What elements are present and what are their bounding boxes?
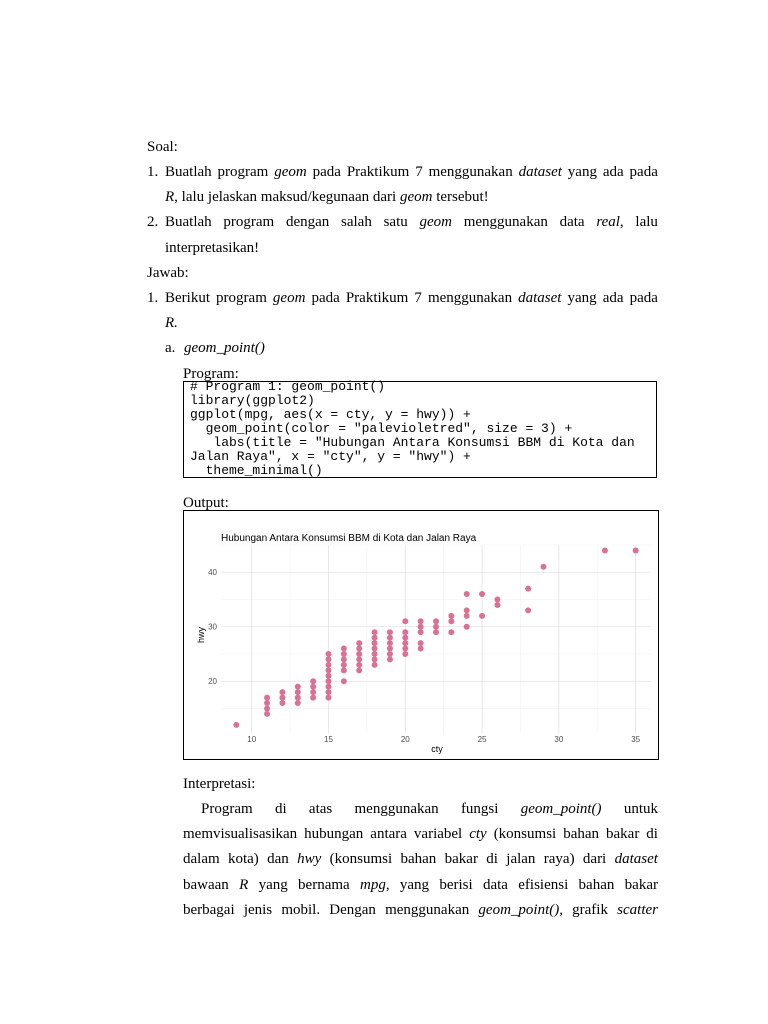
word: untuk <box>623 801 658 817</box>
word: (konsumsi <box>493 826 557 842</box>
word: menggunakan <box>463 214 548 230</box>
word: pada <box>311 290 340 306</box>
question-1-text: , lalu jelaskan maksud/kegunaan dari <box>174 189 400 205</box>
data-point <box>341 667 347 673</box>
word: raya) <box>543 851 575 867</box>
data-point <box>402 651 408 657</box>
chart-title: Hubungan Antara Konsumsi BBM di Kota dan Jalan Raya <box>221 533 477 544</box>
word: bakar <box>624 877 658 893</box>
code-line: geom_point(color = "palevioletred", size = 3) + <box>190 421 573 436</box>
word: Dengan <box>329 902 376 918</box>
data-point <box>372 629 378 635</box>
data-point <box>341 656 347 662</box>
word: yang <box>567 164 597 180</box>
data-point <box>341 646 347 652</box>
data-point <box>418 624 424 630</box>
data-point <box>372 646 378 652</box>
output-label: Output: <box>183 495 229 511</box>
word: kota) <box>227 851 259 867</box>
question-2-line-1 <box>165 213 658 231</box>
word: pada <box>629 164 658 180</box>
interpretasi-label: Interpretasi: <box>183 776 256 792</box>
data-point <box>418 618 424 624</box>
data-point <box>233 722 239 728</box>
data-point <box>448 629 454 635</box>
question-2-number: 2. <box>147 214 159 230</box>
data-point <box>279 695 285 701</box>
word: jalan <box>506 851 536 867</box>
word: efisiensi <box>518 877 569 893</box>
data-point <box>264 695 270 701</box>
r-term: R. <box>165 315 178 331</box>
data-point <box>356 651 362 657</box>
data-point <box>494 602 500 608</box>
code-line: theme_minimal() <box>190 463 323 478</box>
answer-1-number: 1. <box>147 290 159 306</box>
paragraph-line-4 <box>183 876 658 894</box>
data-point <box>356 646 362 652</box>
data-point <box>326 678 332 684</box>
data-point <box>433 629 439 635</box>
answer-1-line-1 <box>165 289 658 307</box>
data-point <box>494 596 500 602</box>
data-point <box>602 547 608 553</box>
data-point <box>326 695 332 701</box>
word: menggunakan <box>427 290 513 306</box>
data-point <box>326 667 332 673</box>
word: yang <box>567 290 597 306</box>
word: dalam <box>183 851 220 867</box>
data-point <box>341 678 347 684</box>
r-term: R <box>165 189 175 205</box>
data-point <box>372 635 378 641</box>
word: Praktikum <box>346 164 410 180</box>
word: salah <box>341 214 372 230</box>
word: di <box>646 826 658 842</box>
code-line: library(ggplot2) <box>190 393 315 408</box>
word: hwy <box>297 851 322 867</box>
word: lalu <box>635 214 658 230</box>
data-point <box>326 651 332 657</box>
paragraph-line-5 <box>183 901 658 919</box>
word: cty <box>469 826 487 842</box>
word: bawaan <box>183 877 229 893</box>
data-point <box>387 635 393 641</box>
data-point <box>479 591 485 597</box>
word: jenis <box>243 902 273 918</box>
data-point <box>264 711 270 717</box>
code-line: # Program 1: geom_point() <box>190 379 386 394</box>
data-point <box>356 662 362 668</box>
data-point <box>525 607 531 613</box>
scatter-plot <box>183 510 659 760</box>
data-point <box>310 678 316 684</box>
paragraph-line-1 <box>201 800 658 818</box>
data-point <box>448 613 454 619</box>
code-line: Jalan Raya", x = "cty", y = "hwy") + <box>190 449 471 464</box>
data-point <box>295 700 301 706</box>
word: geom <box>419 214 452 230</box>
data-point <box>310 684 316 690</box>
word: menggunakan <box>428 164 513 180</box>
code-line: labs(title = "Hubungan Antara Konsumsi BBM di Kota dan <box>190 435 635 450</box>
answer-1-line-2 <box>165 314 178 332</box>
data-point <box>633 547 639 553</box>
data-point <box>464 591 470 597</box>
data-point <box>356 640 362 646</box>
data-point <box>372 656 378 662</box>
data-point <box>418 646 424 652</box>
word: bahan <box>578 877 615 893</box>
word: 7 <box>414 290 422 306</box>
word: antara <box>370 826 407 842</box>
data-point <box>402 646 408 652</box>
word: data <box>559 214 585 230</box>
y-tick-label: 20 <box>208 677 217 687</box>
data-point <box>387 651 393 657</box>
data-point <box>341 662 347 668</box>
word: dengan <box>285 214 330 230</box>
x-axis-label: cty <box>431 744 443 754</box>
word: berbagai <box>183 902 235 918</box>
soal-heading: Soal: <box>147 139 178 155</box>
data-point <box>387 646 393 652</box>
data-point <box>326 684 332 690</box>
sub-a-title: geom_point() <box>184 340 265 356</box>
word: Program <box>201 801 253 817</box>
word: ada <box>602 290 624 306</box>
word: atas <box>308 801 333 817</box>
x-tick-label: 15 <box>324 735 333 744</box>
data-point <box>356 667 362 673</box>
word: bakar <box>444 851 478 867</box>
data-point <box>326 656 332 662</box>
x-tick-label: 20 <box>400 735 410 744</box>
data-point <box>402 618 408 624</box>
data-point <box>295 684 301 690</box>
word: bahan <box>563 826 600 842</box>
question-1-line-2 <box>165 188 489 206</box>
geom-term: geom <box>399 189 433 205</box>
word: yang <box>258 877 288 893</box>
data-point <box>295 689 301 695</box>
data-point <box>326 689 332 695</box>
word: mpg, <box>359 877 390 893</box>
data-point <box>264 705 270 711</box>
data-point <box>479 613 485 619</box>
word: geom <box>272 290 306 306</box>
data-point <box>356 656 362 662</box>
word: dari <box>582 851 607 867</box>
word: bahan <box>400 851 437 867</box>
word: scatter <box>617 902 658 918</box>
data-point <box>264 700 270 706</box>
data-point <box>464 624 470 630</box>
word: pada <box>629 290 658 306</box>
data-point <box>541 564 547 570</box>
word: mobil. <box>281 902 321 918</box>
data-point <box>402 635 408 641</box>
scatter-plot-svg <box>184 511 658 759</box>
x-tick-label: 25 <box>477 735 487 744</box>
data-point <box>310 689 316 695</box>
data-point <box>295 695 301 701</box>
word: fungsi <box>460 801 499 817</box>
data-point <box>402 629 408 635</box>
paragraph-line-3 <box>183 850 658 868</box>
word: program <box>223 214 275 230</box>
word: dataset <box>614 851 658 867</box>
word: geom <box>274 164 307 180</box>
word: grafik <box>572 902 608 918</box>
question-1-end: tersebut! <box>432 189 489 205</box>
word: (konsumsi <box>329 851 393 867</box>
word: yang <box>399 877 430 893</box>
word: berisi <box>439 877 473 893</box>
word: bakar <box>606 826 640 842</box>
data-point <box>279 689 285 695</box>
word: pada <box>312 164 341 180</box>
y-tick-label: 40 <box>208 568 217 578</box>
data-point <box>326 662 332 668</box>
data-point <box>433 618 439 624</box>
x-tick-label: 10 <box>247 735 257 744</box>
word: memvisualisasikan <box>183 826 298 842</box>
data-point <box>326 673 332 679</box>
word: di <box>274 801 287 817</box>
data-point <box>279 700 285 706</box>
data-point <box>402 640 408 646</box>
y-axis-label: hwy <box>196 626 206 644</box>
question-1-line-1 <box>165 163 658 181</box>
data-point <box>387 656 393 662</box>
code-block <box>183 381 657 478</box>
word: bernama <box>298 877 350 893</box>
data-point <box>387 640 393 646</box>
y-tick-label: 30 <box>208 622 217 632</box>
data-point <box>464 607 470 613</box>
word: program <box>217 164 269 180</box>
data-point <box>372 662 378 668</box>
word: Praktikum <box>345 290 409 306</box>
word: dataset <box>518 290 562 306</box>
paragraph-line-2 <box>183 825 658 843</box>
sub-a-label: a. <box>165 340 176 356</box>
word: program <box>216 290 267 306</box>
question-1-number: 1. <box>147 164 159 180</box>
word: menggunakan <box>385 902 470 918</box>
data-point <box>372 640 378 646</box>
word: satu <box>383 214 408 230</box>
word: R <box>239 877 249 893</box>
program-label: Program: <box>183 366 239 382</box>
word: menggunakan <box>354 801 439 817</box>
code-line: ggplot(mpg, aes(x = cty, y = hwy)) + <box>190 407 471 422</box>
word: dan <box>267 851 289 867</box>
question-2-line-2: interpretasikan! <box>165 240 260 256</box>
x-tick-label: 30 <box>554 735 564 744</box>
data-point <box>372 651 378 657</box>
data-point <box>525 586 531 592</box>
data-point <box>387 629 393 635</box>
word: variabel <box>413 826 463 842</box>
word: Buatlah <box>165 164 212 180</box>
jawab-heading: Jawab: <box>147 265 189 281</box>
word: di <box>486 851 498 867</box>
word: Berikut <box>165 290 210 306</box>
word: dataset <box>518 164 562 180</box>
word: data <box>482 877 508 893</box>
word: Buatlah <box>165 214 212 230</box>
word: hubungan <box>304 826 364 842</box>
x-tick-label: 35 <box>631 735 641 744</box>
word: real, <box>596 214 624 230</box>
word: 7 <box>415 164 423 180</box>
word: geom_point() <box>520 801 602 817</box>
data-point <box>310 695 316 701</box>
data-point <box>433 624 439 630</box>
data-point <box>418 640 424 646</box>
word: geom_point(), <box>478 902 563 918</box>
data-point <box>341 651 347 657</box>
data-point <box>418 629 424 635</box>
data-point <box>448 618 454 624</box>
data-point <box>464 613 470 619</box>
word: ada <box>602 164 624 180</box>
